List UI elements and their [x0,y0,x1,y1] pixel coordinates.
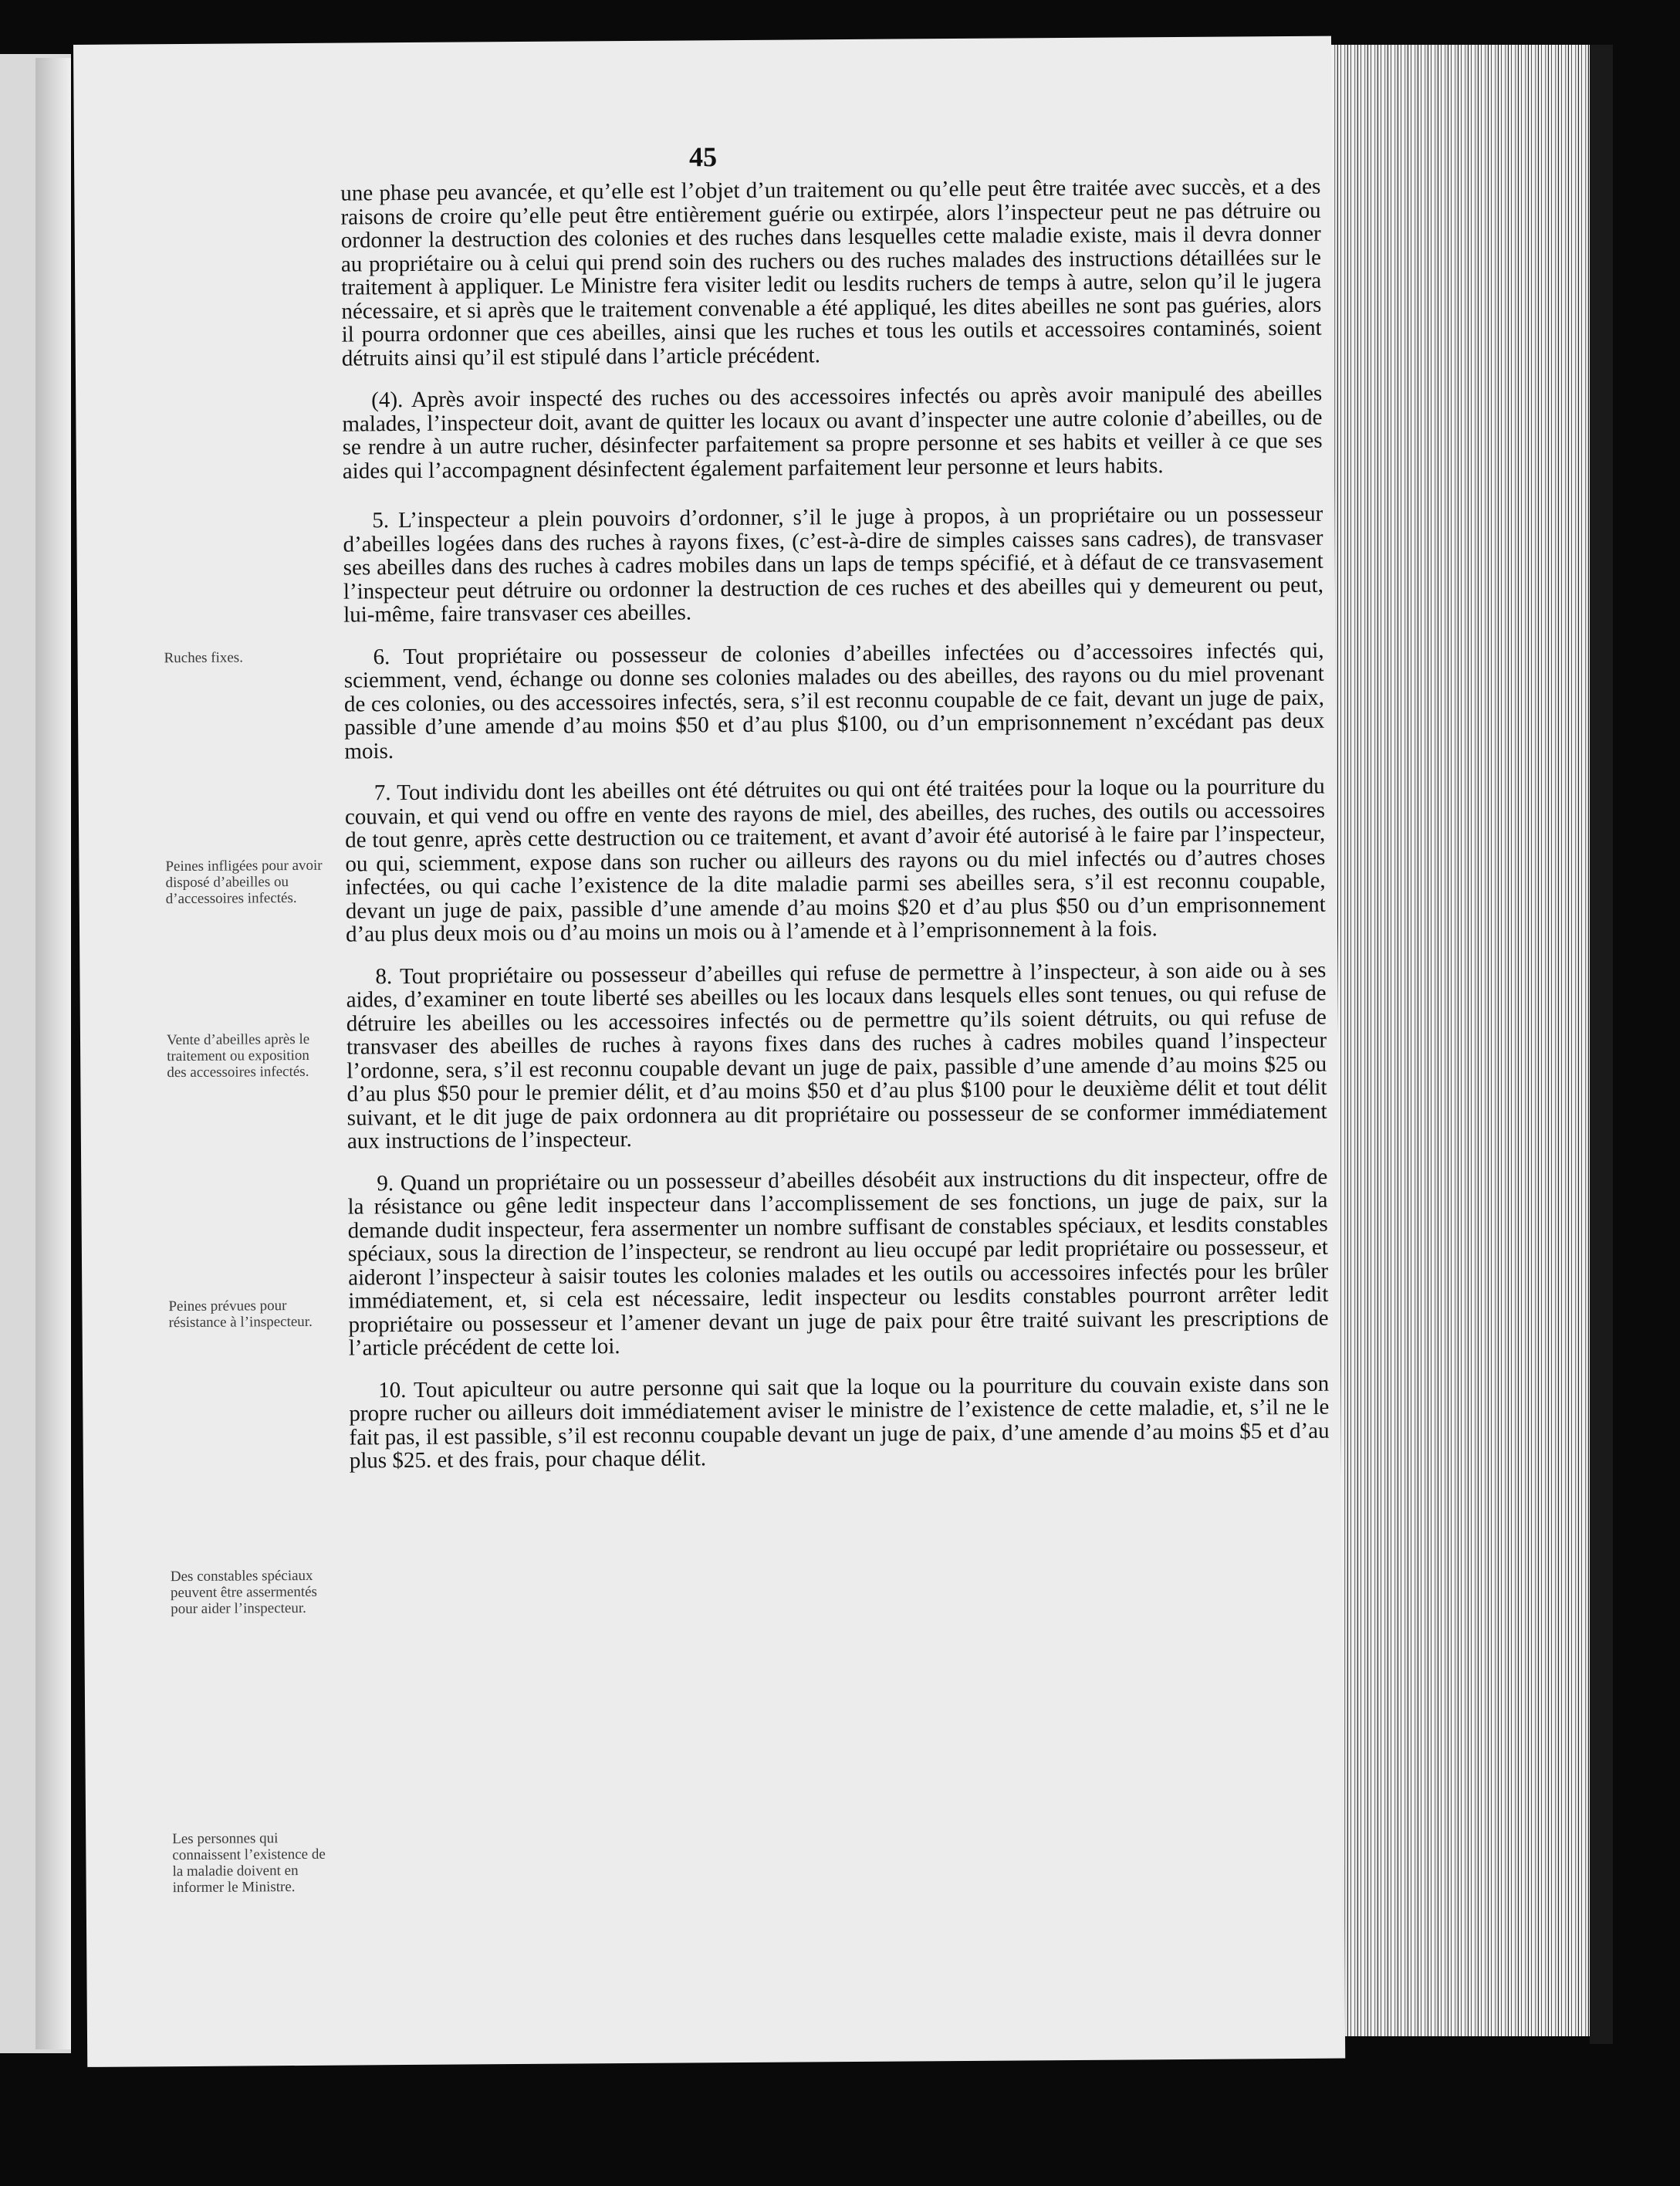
margin-note-constables: Des constables spéciaux peuvent être assermentés pour aider l’inspecteur. [170,1567,317,1618]
margin-note-peines-infligees: Peines infligées pour avoir disposé d’abeilles ou d’accessoires infectés. [165,857,323,908]
paragraph-section-7: 7. Tout individu dont les abeilles ont été détruites ou qui ont été traitées pour la loque ou la pourriture du couvain, et qui vend ou offre en vente des rayons de miel, des abeilles, des ruches, des outils ou accessoires de tout genre, après cette destruction ou ce traitement, et avant d’avoir été autorisé à le faire par l’inspecteur, ou qui, sciemment, expose dans son rucher ou ailleurs des rayons ou du miel infectés ou d’autres choses infectées, ou qui cache l’existence de la dite maladie parmi ses abeilles sera, s’il est reconnu coupable, devant un juge de paix, passible d’une amende d’au moins $20 et d’au plus $50 ou d’un emprisonnement d’au plus deux mois ou d’au moins un mois ou à l’amende et à l’emprisonnement à la fois. [344,773,1326,947]
margin-note-ruches-fixes: Ruches fixes. [164,649,243,667]
margin-note-vente-abeilles: Vente d’abeilles après le traitement ou exposition des accessoires infectés. [166,1030,310,1081]
book-cover-edge [1590,45,1613,2044]
paragraph-section-10: 10. Tout apiculteur ou autre personne qui sait que la loque ou la pourriture du couvain existe dans son propre rucher ou ailleurs doit immédiatement aviser le ministre de l’existence de cette maladie, et, s’il ne le fait pas, il est passible, s’il est reconnu coupable devant un juge de paix, d’une amende d’au moins $5 et d’au plus $25. et des frais, pour chaque délit. [349,1371,1330,1474]
paragraph-section-9: 9. Quand un propriétaire ou un possesseur d’abeilles désobéit aux instructions du dit inspecteur, offre de la résistance ou gêne ledit inspecteur dans l’accomplissement de ses fonctions, un juge de paix, sur la demande dudit inspecteur, fera assermenter un nombre suffisant de constables spéciaux, et lesdits constables spéciaux, sous la direction de l’inspecteur, se rendront au lieu occupé par ledit propriétaire ou possesseur, et aideront l’inspecteur à saisir toutes les colonies malades et les outils ou accessoires infectés pour les brûler immédiatement, et, si cela est nécessaire, ledit inspecteur ou lesdits constables pourront arrêter ledit propriétaire ou possesseur et l’amener devant un juge de paix pour être traité suivant les prescriptions de l’article précédent de cette loi. [347,1164,1329,1361]
left-page-edge [35,58,71,2049]
paragraph-section-8: 8. Tout propriétaire ou possesseur d’abeilles qui refuse de permettre à l’inspecteur, à son aide ou à ses aides, d’examiner en toute liberté ses abeilles ou les locaux dans lesquels elles sont tenues, ou qui refuse de détruire les abeilles ou les accessoires infectés ou de permettre qu’ils soient détruits, ou qui refuse de transvaser des abeilles de ruches à rayons fixes dans des ruches à cadres mobiles quand l’inspecteur l’ordonne, sera, s’il est reconnu coupable devant un juge de paix, passible d’une amende d’au moins $25 ou d’au plus $50 pour le premier délit, et d’au moins $50 et d’au plus $100 pour le deuxième délit et tout délit suivant, et le dit juge de paix ordonnera au dit propriétaire ou possesseur de se conformer immédiatement aux instructions de l’inspecteur. [346,957,1327,1154]
margin-note-peines-prevues: Peines prévues pour résistance à l’inspecteur. [168,1298,313,1332]
paragraph-continued: une phase peu avancée, et qu’elle est l’objet d’un traitement ou qu’elle peut être traitée avec succès, et a des raisons de croire qu’elle peut être entièrement guérie ou extirpée, alors l’inspecteur peut ne pas détruire ou ordonner la destruction des colonies et des ruches dans lesquelles cette maladie existe, mais il devra donner au propriétaire ou à celui qui prend soin des ruchers ou des ruches malades des instructions détaillées sur le traitement à appliquer. Le Ministre fera visiter ledit ou lesdits ruchers de temps à autre, selon qu’il le jugera nécessaire, et si après que le traitement convenable a été appliqué, les dites abeilles ne sont pas guéries, alors il pourra ordonner que ces abeilles, ainsi que les ruches et tous les outils et accessoires contaminés, soient détruits ainsi qu’il est stipulé dans l’article précédent. [340,174,1322,371]
document-page [73,36,1345,2067]
paragraph-section-5: 5. L’inspecteur a plein pouvoirs d’ordonner, s’il le juge à propos, à un propriétaire ou un possesseur d’abeilles logées dans des ruches à rayons fixes, (c’est-à-dire de simples caisses sans cadres), de transvaser ses abeilles dans des ruches à cadres mobiles dans un laps de temps spécifié, et à défaut de ce transvasement l’inspecteur peut détruire ou ordonner la destruction de ces ruches et des abeilles qui y demeurent ou peut, lui-même, faire transvaser ces abeilles. [343,501,1324,628]
book-page-edges [1331,45,1605,2036]
margin-note-personnes: Les personnes qui connaissent l’existence de la maladie doivent en informer le Ministre. [172,1830,326,1897]
page-body [340,175,1330,1491]
paragraph-subsection-4: (4). Après avoir inspecté des ruches ou des accessoires infectés ou après avoir manipulé des abeilles malades, l’inspecteur doit, avant de quitter les locaux ou avant d’inspecter une autre colonie d’abeilles, ou de se rendre à un autre rucher, désinfecter parfaitement sa propre personne et ses habits et veiller à ce que ses aides qui l’accompagnent désinfectent également parfaitement leur personne et leurs habits. [342,381,1323,484]
page-number: 45 [688,141,718,173]
paragraph-section-6: 6. Tout propriétaire ou possesseur de colonies d’abeilles infectées ou d’accessoires infectés qui, sciemment, vend, échange ou donne ses colonies malades ou des abeilles, des rayons ou du miel provenant de ces colonies, ou des accessoires infectés, sera, s’il est reconnu coupable de ce fait, devant un juge de paix, passible d’une amende d’au moins $50 et d’au plus $100, ou d’un emprisonnement n’excédant pas deux mois. [343,638,1325,764]
